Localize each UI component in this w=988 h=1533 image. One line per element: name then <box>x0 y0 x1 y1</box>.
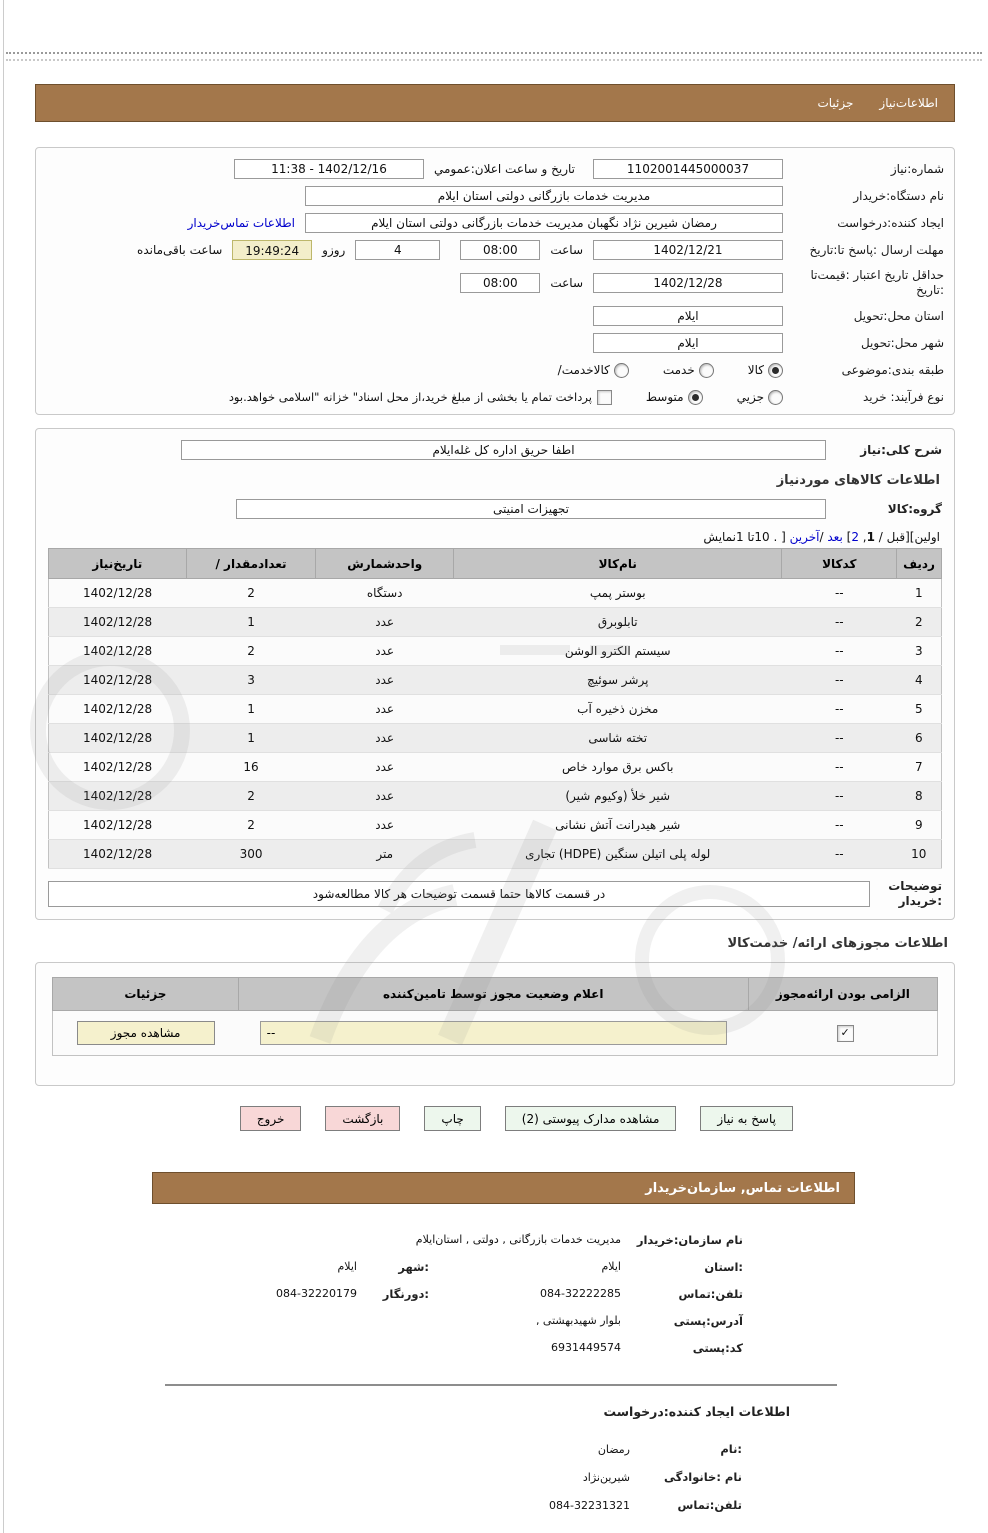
table-cell: عدد <box>316 811 454 840</box>
delivery-city-label: شهر محل:تحویل <box>860 335 944 350</box>
request-creator-label: ایجاد کننده:درخواست <box>837 215 944 230</box>
back-button[interactable]: بازگشت <box>325 1106 400 1131</box>
table-cell: 1402/12/28 <box>49 666 187 695</box>
pager-link[interactable]: بعد <box>827 530 843 544</box>
pager-text: 10 <box>754 530 770 544</box>
table-cell: عدد <box>316 753 454 782</box>
table-cell: 1402/12/28 <box>49 782 187 811</box>
row-last-name <box>152 1463 792 1491</box>
table-row <box>49 637 942 666</box>
row-first-name <box>152 1435 792 1463</box>
table-cell: -- <box>782 811 897 840</box>
process-option-partial <box>737 390 783 405</box>
row-process-type <box>46 386 944 408</box>
permits-table-header <box>53 978 938 1011</box>
row-need-number <box>46 158 944 180</box>
column-header: / تعدادمقدار <box>186 549 316 579</box>
buyer-phone-value: 084-32222285 <box>540 1287 621 1300</box>
respond-to-need-button[interactable]: پاسخ به نیاز <box>700 1106 793 1131</box>
exit-button[interactable]: خروج <box>240 1106 302 1131</box>
goods-table-body <box>49 579 942 869</box>
pager-text: [ <box>842 530 852 544</box>
buyer-postal-label: کد:پستی <box>692 1340 743 1355</box>
table-cell: 1402/12/28 <box>49 811 187 840</box>
treasury-payment-option <box>229 390 612 405</box>
row-request-creator <box>46 212 944 234</box>
pager-text: , <box>858 530 867 544</box>
row-delivery-city <box>46 332 944 354</box>
table-row <box>49 666 942 695</box>
permit-required-checkbox[interactable] <box>837 1025 854 1042</box>
org-name-input[interactable] <box>305 186 783 206</box>
table-cell: -- <box>782 724 897 753</box>
menu-item-need-info[interactable]: اطلاعات‌نیاز <box>879 96 938 110</box>
org-name-label: نام دستگاه:خریدار <box>853 188 944 203</box>
table-cell: عدد <box>316 666 454 695</box>
table-cell: 2 <box>186 579 316 608</box>
need-number-input[interactable] <box>593 159 783 179</box>
header-banner <box>35 84 955 122</box>
table-cell: 1402/12/28 <box>49 637 187 666</box>
row-buyer-org <box>152 1226 855 1253</box>
table-cell: 2 <box>186 811 316 840</box>
buyer-city-value: ایلام <box>337 1260 357 1273</box>
table-cell: -- <box>782 608 897 637</box>
pager-text: . ] <box>769 530 790 544</box>
table-cell: 1402/12/28 <box>49 840 187 869</box>
table-cell: تابلوبرق <box>454 608 782 637</box>
row-org-name <box>46 185 944 207</box>
pager-link[interactable]: آخرین <box>789 530 820 544</box>
buyer-notes-label: توضیحات :خریدار <box>888 879 942 908</box>
goods-radio[interactable] <box>768 363 783 378</box>
table-cell: 5 <box>897 695 942 724</box>
permits-panel <box>35 962 955 1086</box>
table-cell: 8 <box>897 782 942 811</box>
price-validity-label: حداقل تاریخ اعتبار :قیمت‌تا :تاریخ <box>810 268 944 297</box>
process-type-label: نوع فرآیند: خرید <box>863 389 944 404</box>
row-goods-group <box>48 498 942 520</box>
permit-details-cell <box>53 1011 239 1056</box>
section-divider <box>165 1384 837 1386</box>
table-row <box>49 608 942 637</box>
process-option-medium <box>646 390 703 405</box>
pager-text: اولین <box>914 530 940 544</box>
table-cell: 1 <box>186 695 316 724</box>
service-radio[interactable] <box>699 363 714 378</box>
header-row <box>49 549 942 579</box>
pager-text: 1 <box>866 530 875 544</box>
table-cell: 1402/12/28 <box>49 579 187 608</box>
table-cell: -- <box>782 840 897 869</box>
buyer-org-value: مدیریت خدمات بازرگانی , دولتی , استان‌ایلام <box>415 1233 621 1246</box>
table-cell: عدد <box>316 637 454 666</box>
print-button[interactable]: چاپ <box>424 1106 480 1131</box>
table-cell: عدد <box>316 695 454 724</box>
table-cell: 9 <box>897 811 942 840</box>
table-cell: 3 <box>897 637 942 666</box>
delivery-city-input[interactable] <box>593 333 783 353</box>
column-header: ردیف <box>897 549 942 579</box>
row-buyer-notes <box>48 879 942 909</box>
first-name-value: رمضان <box>597 1442 630 1456</box>
left-border-rule <box>3 0 4 1533</box>
column-header: جزئیات <box>53 978 239 1011</box>
partial-radio-label: جزیي <box>736 390 764 404</box>
table-row <box>49 695 942 724</box>
request-creator-title: اطلاعات ایجاد کننده:درخواست <box>603 1404 790 1419</box>
last-name-value: شیرین‌نژاد <box>582 1470 630 1484</box>
table-cell: 1402/12/28 <box>49 608 187 637</box>
goods-group-input[interactable] <box>236 499 826 519</box>
column-header: تاریخ‌نیاز <box>49 549 187 579</box>
classification-option-service <box>663 363 714 378</box>
buyer-postal-value: 6931449574 <box>551 1341 621 1354</box>
deadline-days-label: روزو <box>322 243 346 257</box>
table-cell: باکس برق موارد خاص <box>454 753 782 782</box>
goods-table <box>48 548 942 869</box>
buyer-city-label: :شهر <box>398 1259 429 1274</box>
buyer-province-label: :استان <box>704 1259 743 1274</box>
table-cell: شیر هیدرانت آتش نشانی <box>454 811 782 840</box>
table-cell: عدد <box>316 782 454 811</box>
announce-datetime-input[interactable] <box>234 159 424 179</box>
delivery-province-label: استان محل:تحویل <box>853 308 944 323</box>
table-cell: 10 <box>897 840 942 869</box>
table-cell: -- <box>782 666 897 695</box>
table-cell: 2 <box>186 637 316 666</box>
column-header: کدکالا <box>782 549 897 579</box>
treasury-payment-checkbox[interactable] <box>597 390 612 405</box>
table-cell: مخزن ذخیره آب <box>454 695 782 724</box>
goods-section-title: اطلاعات کالاهای موردنیاز <box>776 473 940 488</box>
table-cell: سیستم الکترو الوشن <box>454 637 782 666</box>
buyer-fax-label: :دورنگار <box>382 1286 429 1301</box>
table-cell: 3 <box>186 666 316 695</box>
table-cell: 1 <box>897 579 942 608</box>
delivery-province-input[interactable] <box>593 306 783 326</box>
classification-option-goods <box>748 363 783 378</box>
row-subject-classification <box>46 359 944 381</box>
table-cell: 7 <box>897 753 942 782</box>
table-row <box>49 811 942 840</box>
column-header: واحدشمارش <box>316 549 454 579</box>
table-cell: 300 <box>186 840 316 869</box>
buyer-province-value: ایلام <box>601 1260 621 1273</box>
permit-status-input[interactable] <box>260 1021 727 1045</box>
table-cell: عدد <box>316 724 454 753</box>
buyer-contact-banner-title: اطلاعات تماس, سازمان‌خریدار <box>645 1180 840 1196</box>
table-cell: تخته شاسی <box>454 724 782 753</box>
table-cell: دستگاه <box>316 579 454 608</box>
pager-text: قبل <box>886 530 906 544</box>
table-row <box>49 724 942 753</box>
view-attachments-button[interactable]: مشاهده مدارک پیوستی (2) <box>505 1106 677 1131</box>
permit-required-cell <box>748 1011 937 1056</box>
need-info-panel <box>35 147 955 415</box>
request-creator-section <box>152 1404 792 1519</box>
table-cell: بوستر پمپ <box>454 579 782 608</box>
goods-group-label: گروه:کالا <box>887 501 942 516</box>
table-cell: 1402/12/28 <box>49 724 187 753</box>
table-row <box>49 753 942 782</box>
creator-phone-value: 084-32231321 <box>549 1498 630 1512</box>
table-cell: -- <box>782 782 897 811</box>
announce-label: تاریخ و ساعت اعلان:عمومي <box>433 162 575 176</box>
validity-hour-label: ساعت <box>550 276 583 290</box>
pager-text: 1 <box>735 530 748 544</box>
table-row <box>49 579 942 608</box>
buyer-address-value: بلوار شهیدبهشتی , <box>535 1314 621 1327</box>
pager-text: / <box>874 530 887 544</box>
validity-hour-input[interactable] <box>460 273 540 293</box>
buyer-org-label: نام سازمان:خریدار <box>636 1232 743 1247</box>
classification-option-goods-service <box>558 363 629 378</box>
need-description-label: شرح کلی:نیاز <box>860 442 942 457</box>
table-cell: -- <box>782 695 897 724</box>
buyer-contact-banner <box>152 1172 855 1204</box>
permit-row <box>53 1011 938 1056</box>
table-cell: شیر خلأ (وکیوم شیر) <box>454 782 782 811</box>
need-number-label: شماره:نیاز <box>890 161 944 176</box>
countdown-timer: 19:49:24 <box>232 240 312 260</box>
column-header: الزامی بودن ارائه‌مجوز <box>748 978 937 1011</box>
row-response-deadline <box>46 239 944 261</box>
table-cell: 16 <box>186 753 316 782</box>
buyer-phone-label: تلفن:تماس <box>678 1286 743 1301</box>
row-need-description <box>48 439 942 461</box>
subject-classification-label: طبقه بندی:موضوعی <box>841 362 944 377</box>
buyer-fax-value: 084-32220179 <box>276 1287 357 1300</box>
goods-panel <box>35 428 955 920</box>
table-cell: 4 <box>897 666 942 695</box>
table-cell: 1402/12/28 <box>49 695 187 724</box>
table-cell: -- <box>782 753 897 782</box>
pager-text: نمایش <box>703 530 736 544</box>
pager-text: تا <box>747 530 755 544</box>
table-cell: -- <box>782 579 897 608</box>
goods-radio-label: کالا <box>747 363 764 377</box>
first-name-label: :نام <box>720 1442 742 1456</box>
table-cell: -- <box>782 637 897 666</box>
deadline-date-input[interactable] <box>593 240 783 260</box>
pager-text: ][ <box>905 530 915 544</box>
medium-radio-label: متوسط <box>645 390 684 404</box>
pagination <box>50 530 940 544</box>
last-name-label: نام :خانوادگی <box>664 1470 742 1484</box>
treasury-payment-label: پرداخت تمام یا بخشی از مبلغ خرید،از محل اسناد" خزانه "اسلامی خواهد.بود <box>228 390 592 404</box>
table-cell: لوله پلی اتیلن سنگین (HDPE) تجاری <box>454 840 782 869</box>
need-description-input[interactable] <box>181 440 826 460</box>
header-row <box>53 978 938 1011</box>
goods-service-radio[interactable] <box>614 363 629 378</box>
table-cell: 1 <box>186 724 316 753</box>
validity-date-input[interactable] <box>593 273 783 293</box>
table-cell: 6 <box>897 724 942 753</box>
row-price-validity <box>46 266 944 300</box>
request-creator-input[interactable] <box>305 213 783 233</box>
pager-link[interactable]: 2 <box>851 530 859 544</box>
response-deadline-label: مهلت ارسال :پاسخ تا:تاریخ <box>809 242 944 257</box>
goods-table-header <box>49 549 942 579</box>
deadline-hour-input[interactable] <box>460 240 540 260</box>
row-postal-code <box>152 1334 855 1361</box>
table-row <box>49 840 942 869</box>
buyer-contact-section <box>152 1226 855 1361</box>
row-delivery-province <box>46 305 944 327</box>
row-address <box>152 1307 855 1334</box>
row-phone-fax <box>152 1280 855 1307</box>
buyer-contact-link[interactable]: اطلاعات تماس‌خریدار <box>187 216 295 230</box>
top-dotted-separator <box>6 52 982 61</box>
permit-status-cell <box>238 1011 748 1056</box>
countdown-remaining-label: ساعت باقی‌مانده <box>137 243 223 257</box>
table-cell: 1402/12/28 <box>49 753 187 782</box>
permits-table <box>52 977 938 1056</box>
table-cell: متر <box>316 840 454 869</box>
row-creator-phone <box>152 1491 792 1519</box>
buyer-notes-input[interactable] <box>48 881 870 907</box>
table-cell: 1 <box>186 608 316 637</box>
column-header: اعلام وضعیت مجوز توسط تامین‌کننده <box>238 978 748 1011</box>
goods-service-radio-label: /کالاخدمت <box>557 363 610 377</box>
partial-radio[interactable] <box>768 390 783 405</box>
table-cell: پرشر سوئیچ <box>454 666 782 695</box>
view-permit-button[interactable]: مشاهده مجوز <box>77 1021 215 1045</box>
table-cell: 2 <box>186 782 316 811</box>
creator-phone-label: تلفن:تماس <box>677 1498 742 1512</box>
deadline-hour-label: ساعت <box>550 243 583 257</box>
service-radio-label: خدمت <box>662 363 695 377</box>
table-row <box>49 782 942 811</box>
row-province-city <box>152 1253 855 1280</box>
medium-radio[interactable] <box>688 390 703 405</box>
table-cell: 2 <box>897 608 942 637</box>
menu-item-details[interactable]: جزئیات <box>817 96 854 110</box>
column-header: نام‌کالا <box>454 549 782 579</box>
pager-text: / <box>819 530 828 544</box>
table-cell: عدد <box>316 608 454 637</box>
deadline-days-input[interactable] <box>355 240 440 260</box>
buyer-address-label: آدرس:پستی <box>673 1313 743 1328</box>
action-buttons <box>35 1106 955 1131</box>
permits-section-title: اطلاعات مجوزهای ارائه/ خدمت‌کالا <box>727 936 948 951</box>
